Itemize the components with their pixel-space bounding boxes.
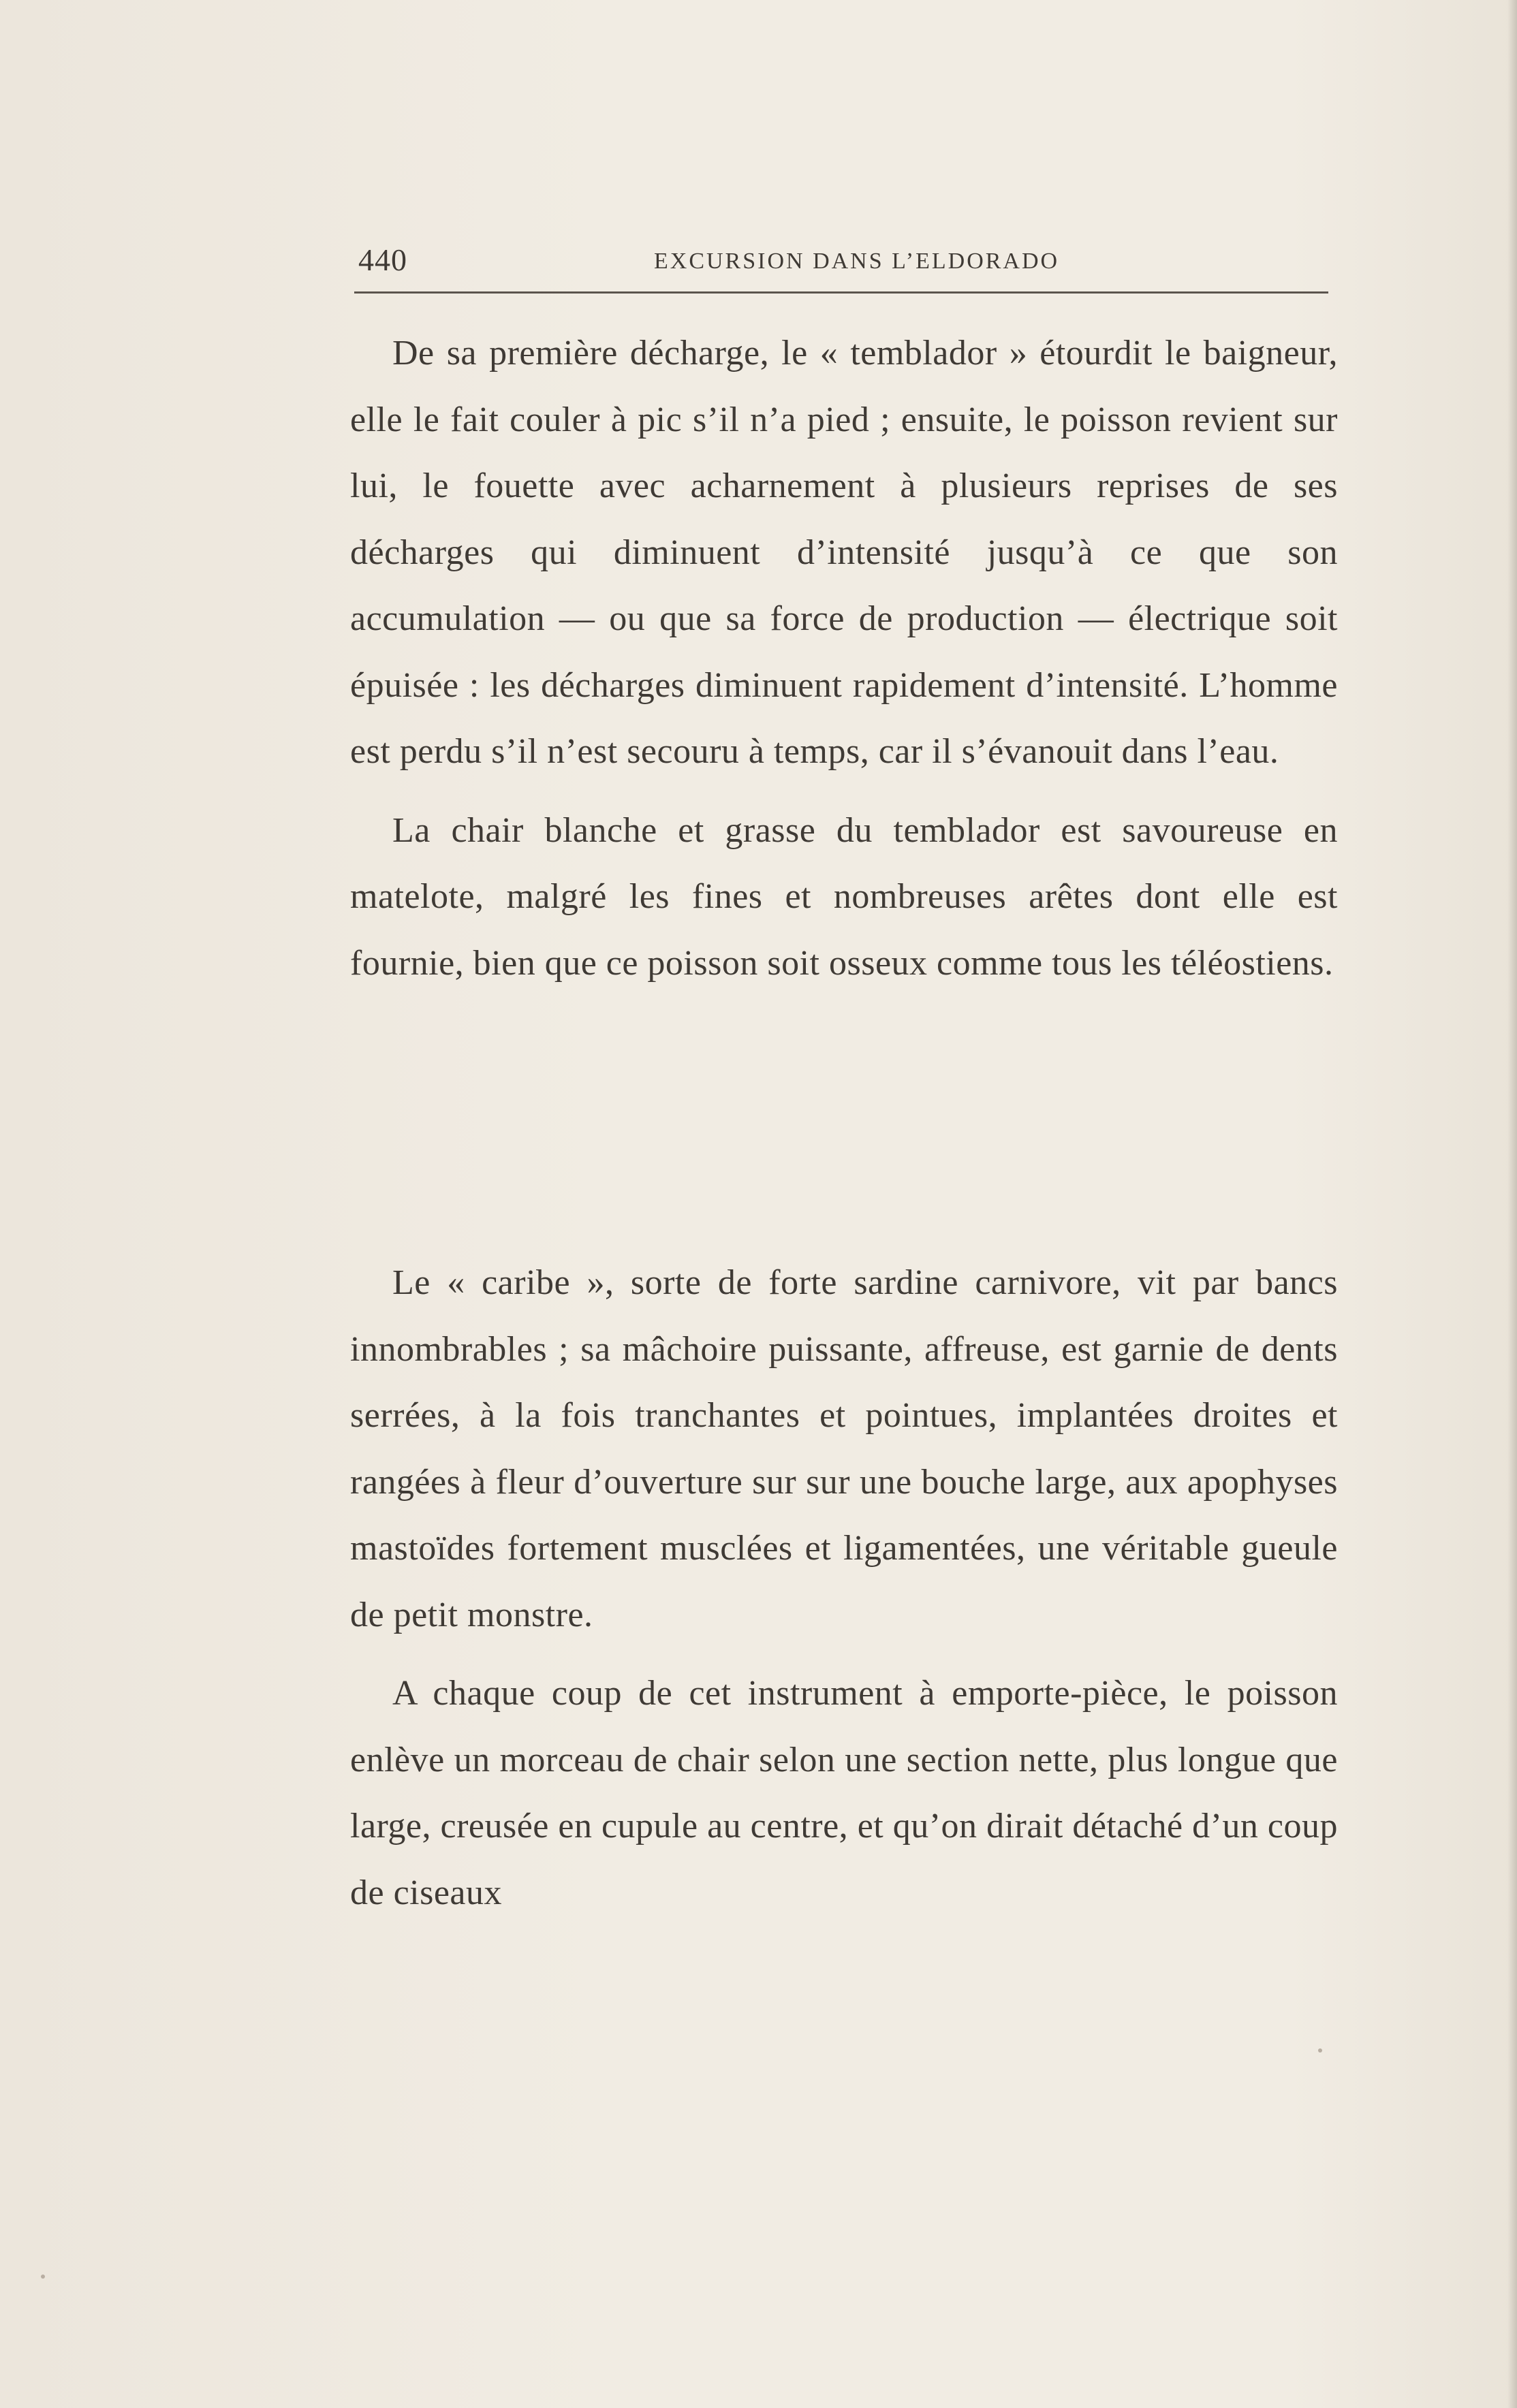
paper-speck xyxy=(41,2275,45,2279)
page-number: 440 xyxy=(358,242,407,277)
text-section-2 xyxy=(350,1250,1338,1926)
header-rule xyxy=(354,291,1328,294)
running-title: EXCURSION DANS L’ELDORADO xyxy=(654,249,1060,274)
paragraph-temblador-flesh: La chair blanche et grasse du temblador est savoureuse en matelote, malgré les fines et nombreuses arêtes dont elle est fournie, bien que ce poisson soit osseux comme tous les téléostiens. xyxy=(350,810,1338,983)
page-edge-shadow xyxy=(1507,0,1517,2408)
text-section-1 xyxy=(350,320,1338,996)
paragraph-caribe-description: Le « caribe », sorte de forte sardine carnivore, vit par bancs innombrables ; sa mâchoire puissante, affreuse, est garnie de dents serrées, à la fois tranchantes et pointues, implantées droites et rangées à fleur d’ouverture sur sur une bouche large, aux apophyses mastoïdes fortement musclées et ligamentées, une véritable gueule de petit monstre. xyxy=(350,1263,1338,1634)
running-head xyxy=(354,240,1334,281)
paragraph-temblador-discharge: De sa première décharge, le « temblador » étourdit le baigneur, elle le fait couler à pic s’il n’a pied ; ensuite, le poisson revient sur lui, le fouette avec acharnement à plusieurs reprises de ses décharges qui diminuent d’intensité jusqu’à ce que son accumulation — ou que sa force de production — électrique soit épuisée : les décharges diminuent rapidement d’intensité. L’homme est perdu s’il n’est secouru à temps, car il s’évanouit dans l’eau. xyxy=(350,334,1338,771)
paragraph-caribe-bite: A chaque coup de cet instrument à emporte-pièce, le poisson enlève un morceau de chair selon une section nette, plus longue que large, creusée en cupule au centre, et qu’on dirait détaché d’un coup de ciseaux xyxy=(350,1674,1338,1912)
paper-speck xyxy=(1318,2048,1322,2053)
